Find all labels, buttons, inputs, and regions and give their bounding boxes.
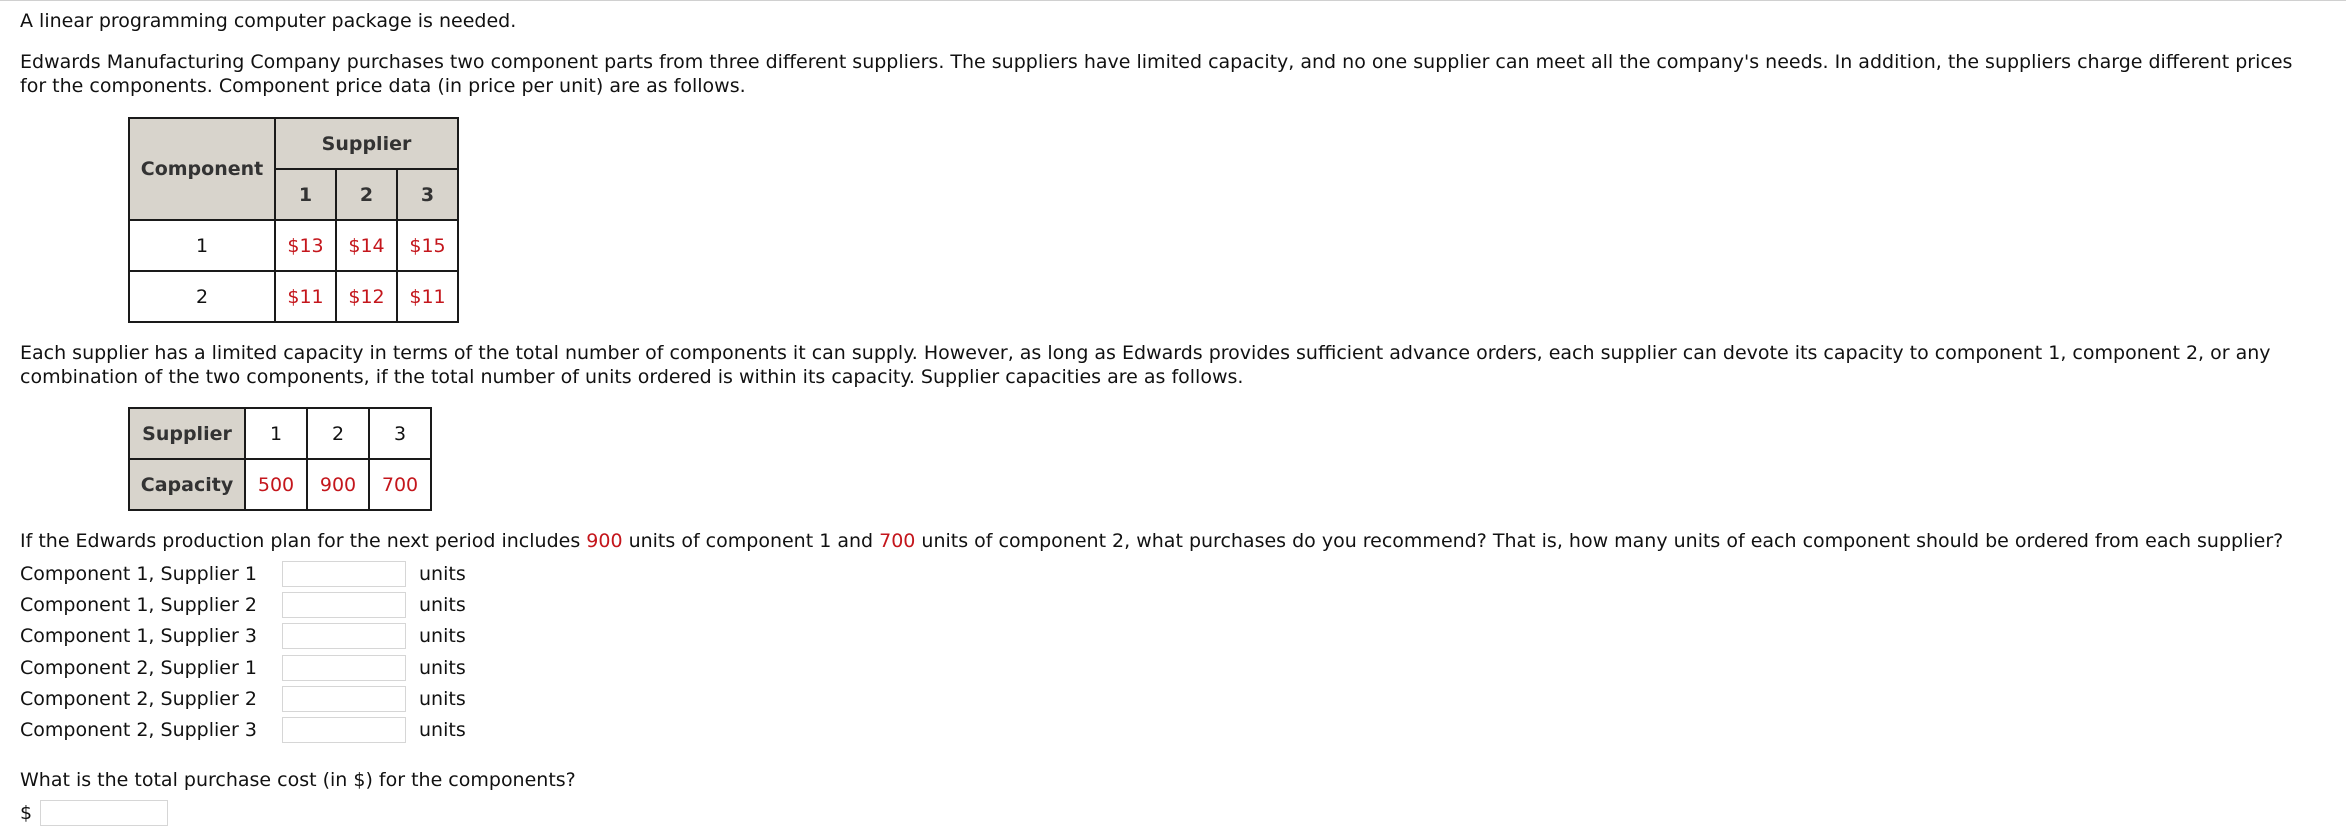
answer-input-c1-s2[interactable] — [282, 592, 406, 618]
table-row — [129, 220, 458, 271]
table-row — [129, 408, 431, 459]
answer-label: Component 2, Supplier 3 — [20, 718, 257, 741]
price-cell: $11 — [275, 271, 336, 322]
supplier-header: Supplier — [275, 118, 458, 169]
unit-label: units — [419, 563, 466, 585]
supplier-col-2: 2 — [336, 169, 397, 220]
total-cost-input[interactable] — [40, 800, 168, 826]
capacity-description: Each supplier has a limited capacity in terms of the total number of components it can supply. However, as long as Edwards provides sufficient advance orders, each supplier can devote its capacity to component 1, component 2, or any combination of the two components, if the total number of units ordered is within its capacity. Supplier capacities are as follows. — [20, 342, 2271, 388]
answer-label: Component 1, Supplier 1 — [20, 563, 257, 585]
component-cell: 2 — [129, 271, 275, 322]
capacity-value: 500 — [245, 459, 307, 510]
answer-input-c1-s3[interactable] — [282, 623, 406, 649]
component-cell: 1 — [129, 220, 275, 271]
answer-input-c1-s1[interactable] — [282, 561, 406, 587]
problem-description: Edwards Manufacturing Company purchases two component parts from three different suppliers. The suppliers have limited capacity, and no one supplier can meet all the company's needs. In addition, the suppliers charge different prices for the components. Component price data (in price per unit) are as follows. — [20, 51, 2293, 97]
supplier-col-1: 1 — [275, 169, 336, 220]
price-cell: $11 — [397, 271, 458, 322]
price-cell: $15 — [397, 220, 458, 271]
answer-input-c2-s1[interactable] — [282, 655, 406, 681]
price-cell: $13 — [275, 220, 336, 271]
supplier-number: 2 — [307, 408, 369, 459]
unit-label: units — [419, 656, 466, 679]
capacity-table — [128, 407, 432, 511]
supplier-row-header: Supplier — [129, 408, 245, 459]
answer-label: Component 2, Supplier 1 — [20, 656, 257, 679]
table-row — [129, 459, 431, 510]
capacity-value: 700 — [369, 459, 431, 510]
question-part-2: units of component 1 and — [622, 530, 880, 552]
question-part-1: If the Edwards production plan for the next period includes — [20, 530, 587, 552]
dollar-prefix: $ — [20, 802, 33, 824]
table-row — [129, 271, 458, 322]
supplier-col-3: 3 — [397, 169, 458, 220]
component-header: Component — [129, 118, 275, 220]
intro-text: A linear programming computer package is needed. — [20, 10, 517, 32]
component2-units: 700 — [879, 530, 916, 552]
cost-question: What is the total purchase cost (in $) for the components? — [20, 769, 576, 791]
answer-label: Component 1, Supplier 2 — [20, 594, 257, 617]
answer-label: Component 2, Supplier 2 — [20, 687, 257, 710]
answer-label: Component 1, Supplier 3 — [20, 625, 257, 648]
price-table — [128, 117, 459, 323]
capacity-row-header: Capacity — [129, 459, 245, 510]
answer-input-c2-s3[interactable] — [282, 717, 406, 743]
unit-label: units — [419, 594, 466, 617]
price-cell: $12 — [336, 271, 397, 322]
unit-label: units — [419, 687, 466, 710]
answer-input-c2-s2[interactable] — [282, 686, 406, 712]
capacity-value: 900 — [307, 459, 369, 510]
supplier-number: 1 — [245, 408, 307, 459]
component1-units: 900 — [586, 530, 623, 552]
top-border — [0, 0, 2346, 1]
unit-label: units — [419, 625, 466, 648]
supplier-number: 3 — [369, 408, 431, 459]
question-part-3: units of component 2, what purchases do you recommend? That is, how many units of each component should be ordered from each supplier? — [915, 530, 2284, 552]
question-text — [20, 529, 2283, 553]
price-cell: $14 — [336, 220, 397, 271]
unit-label: units — [419, 718, 466, 741]
